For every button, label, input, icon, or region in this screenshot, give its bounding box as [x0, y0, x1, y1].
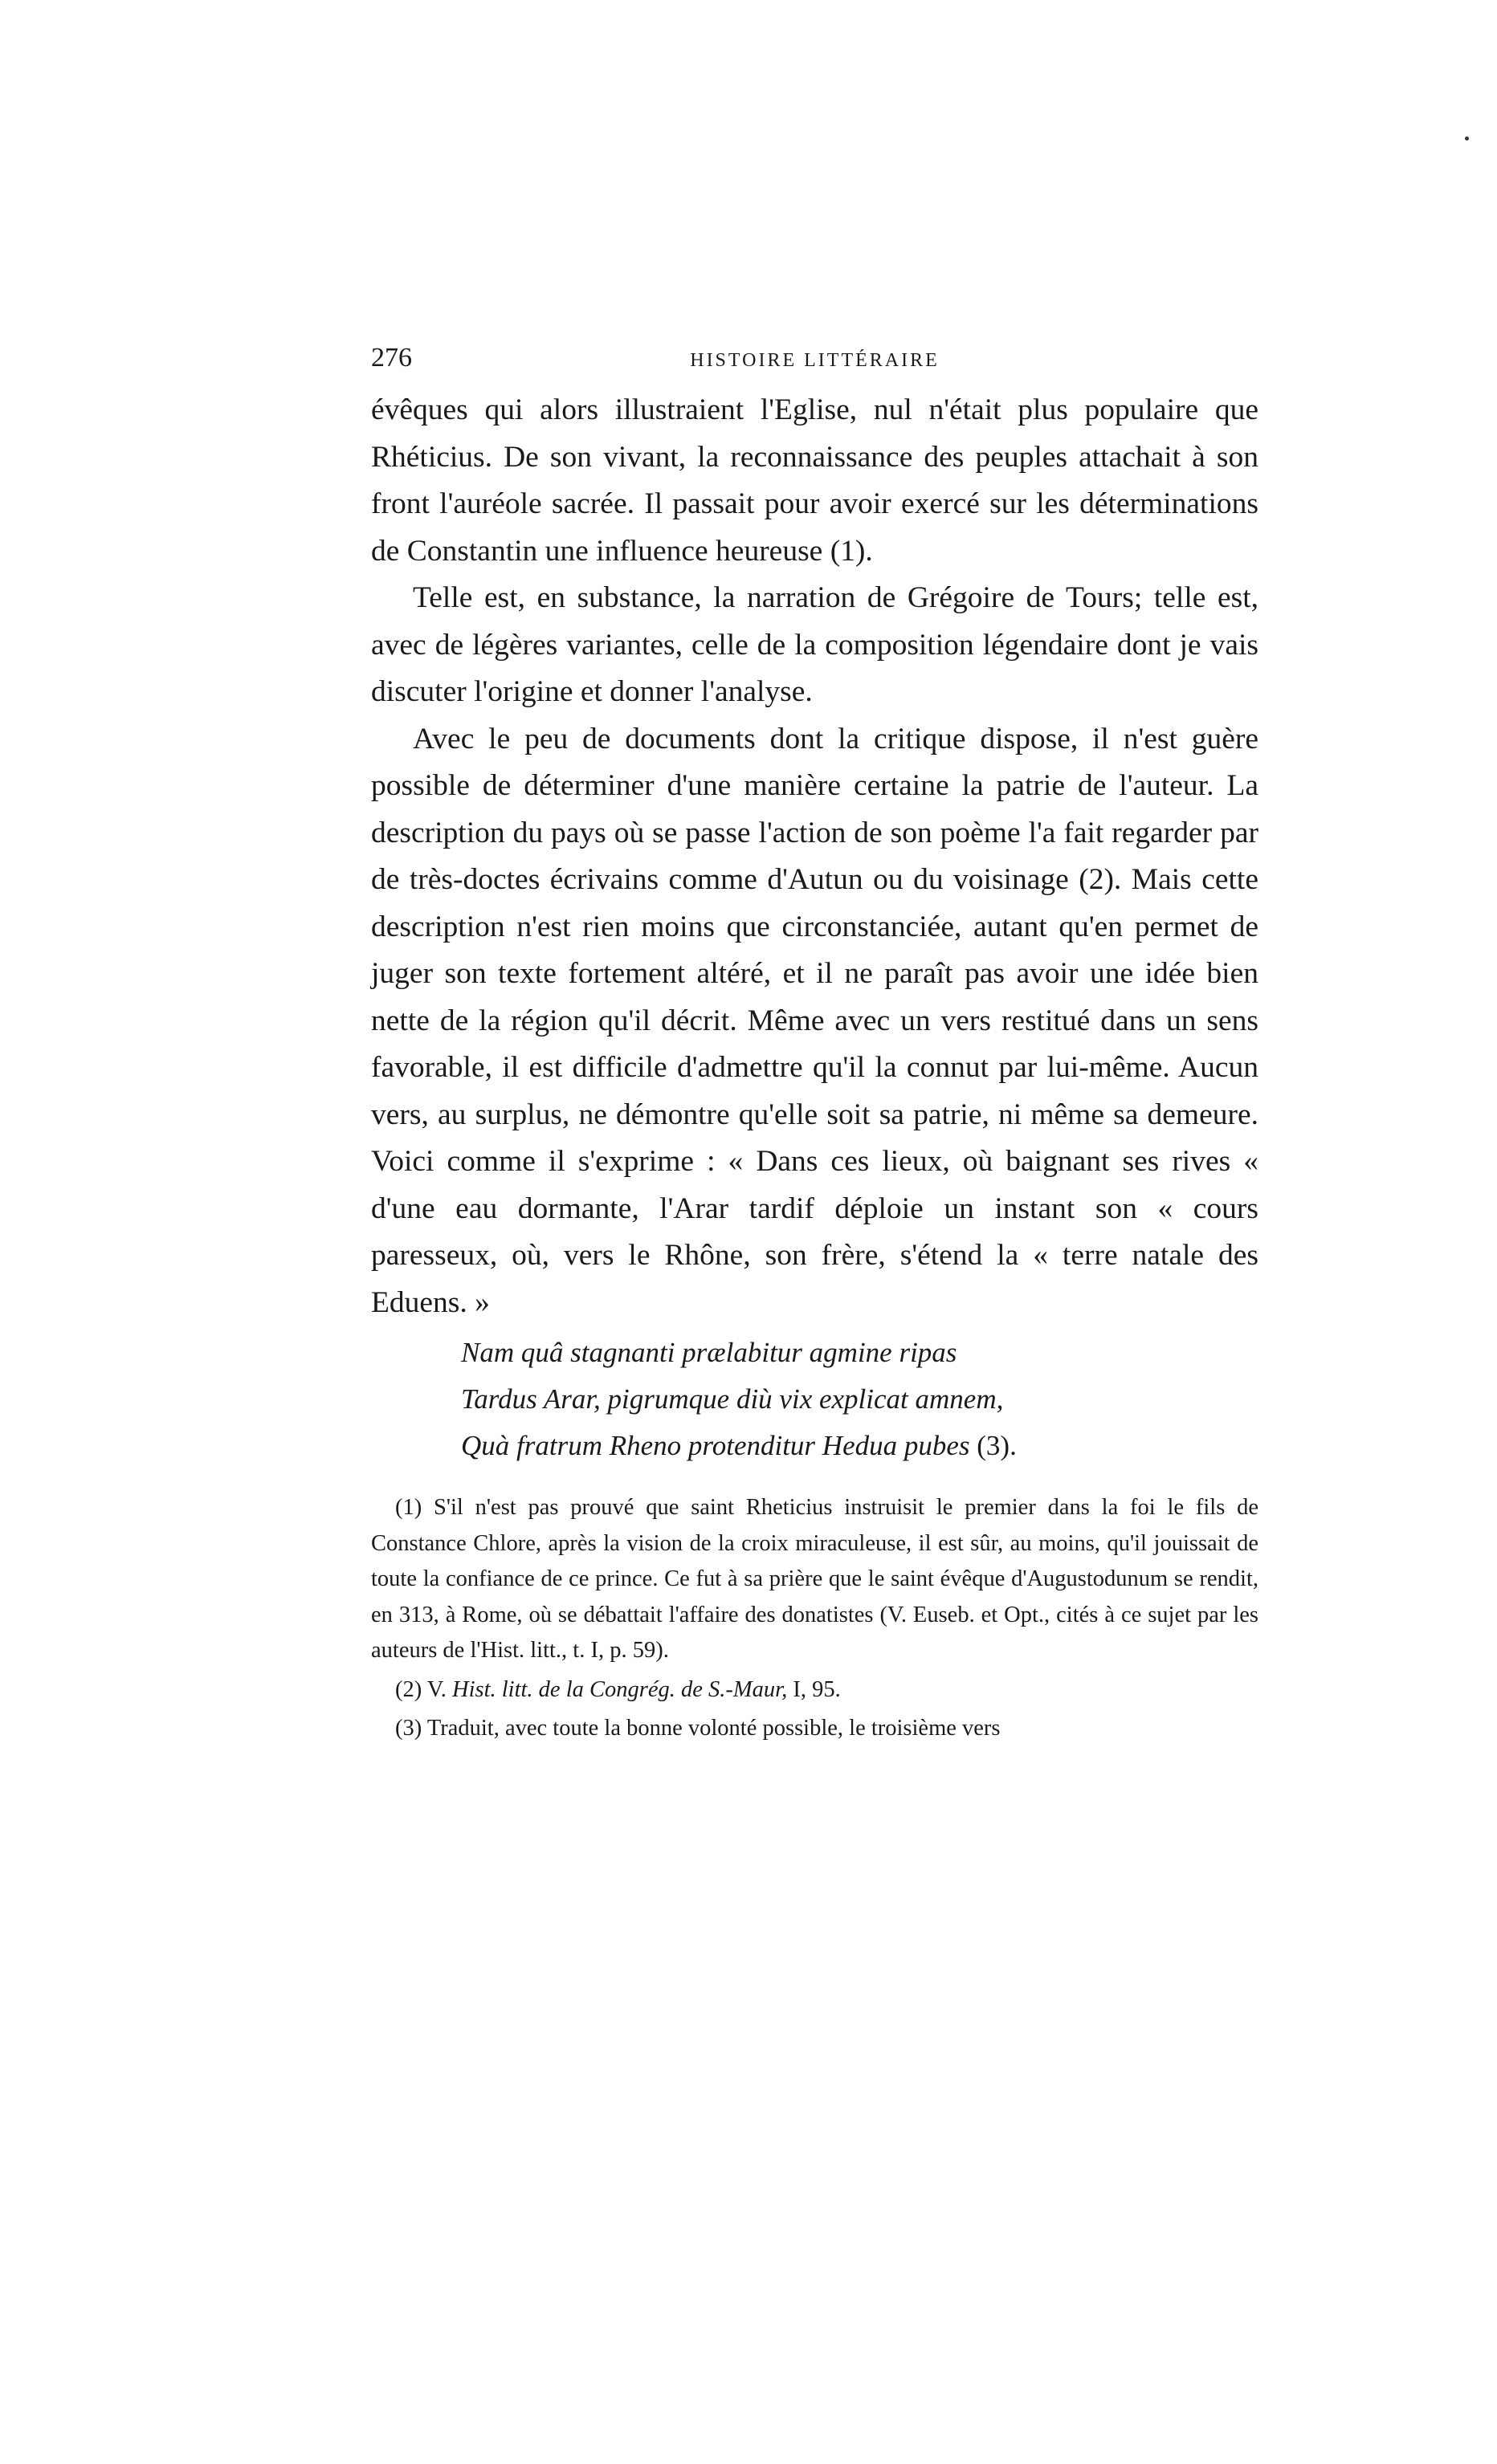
verse-line-1: Nam quâ stagnanti prælabitur agmine ripas: [461, 1337, 957, 1368]
page-header: [371, 342, 1258, 387]
running-head: HISTOIRE LITTÉRAIRE: [690, 350, 940, 371]
page-number: 276: [371, 343, 412, 373]
verse-line-3: [461, 1423, 1258, 1469]
footnote-2-suffix: I, 95.: [787, 1676, 841, 1702]
footnote-2-title: Hist. litt. de la Congrég. de S.-Maur,: [452, 1676, 788, 1702]
book-page: [371, 342, 1258, 1750]
footnotes: [371, 1490, 1258, 1747]
footnote-2-prefix: (2) V.: [395, 1676, 452, 1702]
paragraph-2: Telle est, en substance, la narration de Grégoire de Tours; telle est, avec de légères variantes, celle de la composition légendaire dont je vais discuter l'origine et donner l'analyse.: [371, 581, 1258, 708]
footnote-2: [371, 1672, 1258, 1709]
footnote-1: (1) S'il n'est pas prouvé que saint Rheticius instruisit le premier dans la foi le fils de Constance Chlore, après la vision de la croix miraculeuse, il est sûr, au moins, qu'il jouissait de toute la confiance de ce prince. Ce fut à sa prière que le saint évêque d'Augustodunum se rendit, en 313, à Rome, où se débattait l'affaire des donatistes (V. Euseb. et Opt., cités à ce sujet par les auteurs de l'Hist. litt., t. I, p. 59).: [371, 1495, 1258, 1663]
paragraph-1: évêques qui alors illustraient l'Eglise, nul n'était plus populaire que Rhéticius. De son vivant, la reconnaissance des peuples attachait à son front l'auréole sacrée. Il passait pour avoir exercé sur les déterminations de Constantin une influence heureuse (1).: [371, 393, 1258, 568]
ink-speck: [1465, 136, 1469, 141]
footnote-3: (3) Traduit, avec toute la bonne volonté possible, le troisième vers: [395, 1716, 1001, 1741]
paragraph-3: Avec le peu de documents dont la critique dispose, il n'est guère possible de déterminer d'une manière certaine la patrie de l'auteur. La description du pays où se passe l'action de son poème l'a fait regarder par de très-doctes écrivains comme d'Autun ou du voisinage (2). Mais cette description n'est rien moins que circonstanciée, autant qu'en permet de juger son texte fortement altéré, et il ne paraît pas avoir une idée bien nette de la région qu'il décrit. Même avec un vers restitué dans un sens favorable, il est difficile d'admettre qu'il la connut par lui-même. Aucun vers, au surplus, ne démontre qu'elle soit sa patrie, ni même sa demeure. Voici comme il s'exprime : « Dans ces lieux, où baignant ses rives « d'une eau dormante, l'Arar tardif déploie un instant son « cours paresseux, où, vers le Rhône, son frère, s'étend la « terre natale des Eduens. »: [371, 722, 1258, 1319]
latin-verse: [461, 1330, 1258, 1469]
verse-line-3-text: Quà fratrum Rheno protenditur Hedua pubes: [461, 1430, 970, 1461]
verse-line-2: Tardus Arar, pigrumque diù vix explicat amnem,: [461, 1383, 1004, 1415]
main-text: [371, 387, 1258, 1326]
verse-footnote-ref: (3).: [969, 1430, 1017, 1461]
